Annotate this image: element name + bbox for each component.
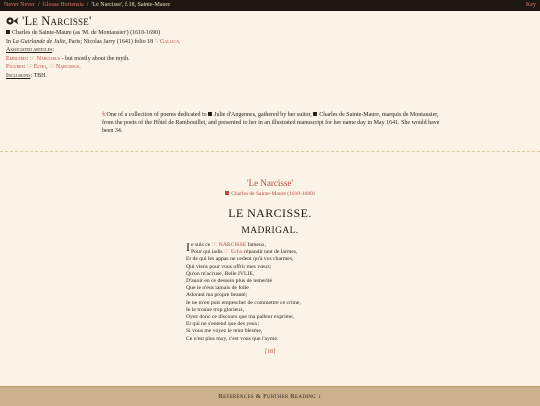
black-square-icon (313, 112, 317, 116)
inclusions-line: Inclusions: TBH. (6, 72, 48, 79)
poem-verse: Qui viens pour vous offrir mes vœux; (186, 263, 272, 270)
breadcrumb-never-never[interactable]: Never Never (4, 2, 35, 8)
narcissus-figure-link[interactable]: Narcissus. (55, 64, 81, 71)
poem-verse: e suis ce ☞ NARCISSE fameux, (191, 242, 266, 248)
poem-verses (186, 242, 386, 343)
poem-verse: Si vous me voyez le teint blesme, (186, 328, 263, 335)
narcissus-emblem-link[interactable]: Narcissus (36, 55, 61, 62)
poem-verse: Ie ne m'en puis empescher de commettre ce crime, (186, 299, 301, 306)
gallica-link[interactable]: Gallica. (160, 38, 181, 45)
gear-bird-icon (6, 16, 19, 26)
poem-verse: Et qui ne s'entend que des yeux; (186, 321, 260, 328)
pointing-hand-icon: ☞ (48, 64, 55, 71)
poem-verse: Ie le trouue trop glorieux, (186, 306, 245, 313)
poem-title: 'Le Narcisse' (247, 178, 293, 188)
references-toggle[interactable]: References & Further Reading ↕ (0, 386, 540, 406)
poem-author[interactable]: Charles de Sainte-Maure (1610-1690) (0, 191, 540, 197)
verse-link[interactable]: Echo (230, 249, 243, 256)
poem-verse: Qu'on m'accuse, Belle IVLIE, (186, 270, 255, 277)
figures-line: Figures: ☞ Echo, ☞ Narcissus. (6, 64, 81, 71)
breadcrumb (4, 0, 170, 11)
author-line: Charles de Sainte-Maure (as 'M. de Montausier') (1610-1690) (6, 29, 534, 38)
pointing-hand-icon: ☞ (29, 55, 36, 62)
poem-verse: Adorant ma propre beauté; (186, 292, 248, 299)
echo-figure-link[interactable]: Echo (33, 64, 46, 71)
breadcrumb-separator: / (37, 2, 40, 8)
key-link[interactable]: Key (526, 2, 536, 8)
pointing-hand-icon: ☞ (26, 64, 33, 71)
page-number: [18] (265, 349, 275, 355)
pointing-hand-icon: ☞ (211, 242, 219, 248)
poem-subheading: MADRIGAL. (241, 226, 299, 236)
poem-verse: Oyez donc ce discours que ma palleur exprime, (186, 314, 295, 321)
verse-link[interactable]: NARCISSE (218, 242, 247, 248)
article-meta: Charles de Sainte-Maure (as 'M. de Montausier') (1610-1690) In La Guirlande de Julie, Paris; Nicolas Jarry (1641) folio 18 ☞Gallica. Associated articles: Emblems: ☞ Narcissus - but mostly about the myth. Figures: ☞ Echo, ☞ Narcissus. Inclusions: TBH. (6, 29, 534, 81)
poem-verse: Ce n'est plus moy, c'est vous que i'ayme. (186, 335, 279, 342)
breadcrumb-separator: / (86, 2, 89, 8)
pointing-hand-icon: ☞ (224, 249, 231, 256)
associated-articles-label: Associated articles (6, 47, 53, 54)
top-navigation-bar (0, 0, 540, 11)
source-line: In La Guirlande de Julie, Paris; Nicolas Jarry (1641) folio 18 ☞Gallica. (6, 38, 181, 45)
black-square-icon (6, 30, 10, 34)
black-square-icon (208, 112, 212, 116)
poem-verse: Et de qui les appas ne cedent qu'à vos charmes, (186, 256, 294, 263)
breadcrumb-current: 'Le Narcisse', f.18, Sainte-Maure (91, 2, 171, 8)
article-header (6, 13, 534, 81)
section-mark: § (102, 112, 105, 118)
section-divider (0, 151, 540, 152)
emblems-line: Emblems: ☞ Narcissus - but mostly about the myth. (6, 55, 130, 62)
poem-verse: D'auoir en ce dessein plus de temerité (186, 278, 272, 285)
figures-label-link[interactable]: Figures (6, 64, 24, 71)
red-square-icon (225, 191, 229, 195)
drop-cap: I (186, 240, 190, 254)
inclusions-label: Inclusions (6, 72, 31, 79)
poem-verse: Pour qui iadis ☞ Echo répandit tant de larmes, (191, 249, 298, 256)
intro-note: § One of a collection of poems dedicated to Julie d'Angennes, gathered by her suitor, Charles de Sainte-Maure, marquis de Montausier, from the poets of the Hôtel de Rambouillet, and presented to her in an illustrated manuscript for her name day in May 1641. She would have been 34. (102, 112, 440, 134)
poem-verse: Que ie n'eus iamais de folie (186, 285, 249, 292)
breadcrumb-glossa-hortensia[interactable]: Glossa Hortensia (42, 2, 84, 8)
emblems-label-link[interactable]: Emblems (6, 55, 27, 62)
page-title: 'Le Narcisse' (22, 13, 92, 28)
poem-heading: LE NARCISSE. (228, 206, 312, 220)
pointing-hand-icon: ☞ (154, 38, 161, 45)
